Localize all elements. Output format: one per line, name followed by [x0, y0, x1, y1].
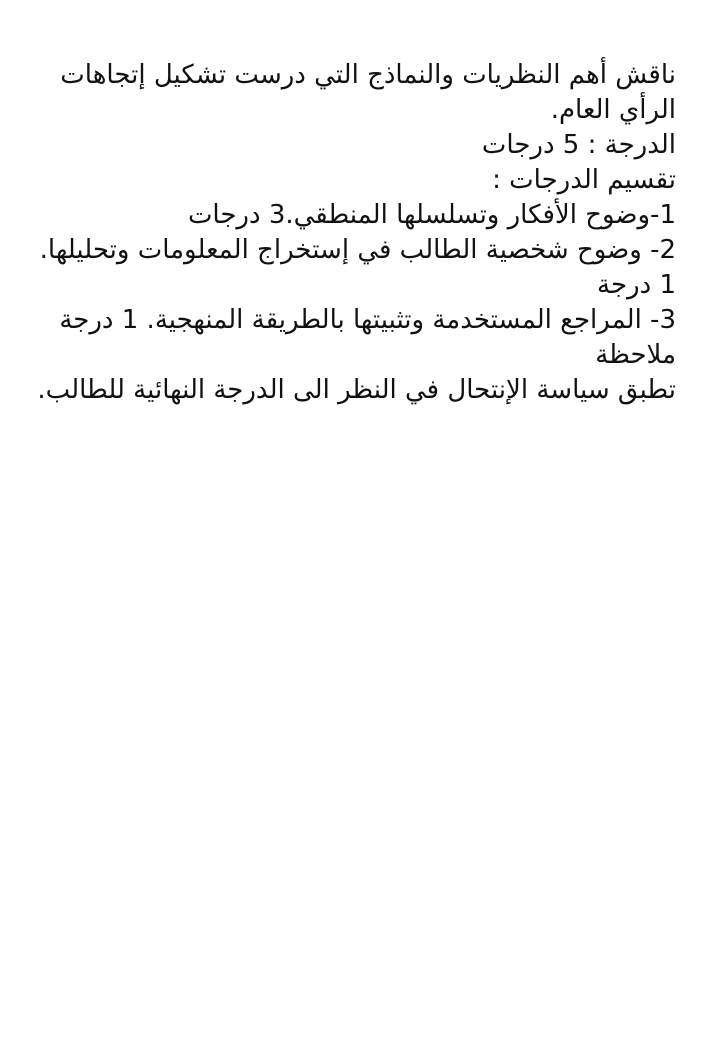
note-text: تطبق سياسة الإنتحال في النظر الى الدرجة النهائية للطالب.: [37, 375, 676, 405]
criterion-item: 3- المراجع المستخدمة وتثبيتها بالطريقة المنهجية. 1 درجة: [59, 305, 676, 335]
question-text: ناقش أهم النظريات والنماذج التي درست تشكيل إتجاهات الرأي العام.: [60, 60, 676, 125]
document-body: [36, 58, 676, 408]
note-heading: ملاحظة: [595, 340, 676, 370]
total-grade: الدرجة : 5 درجات: [481, 130, 676, 160]
criterion-item: 1-وضوح الأفكار وتسلسلها المنطقي.3 درجات: [187, 200, 676, 230]
breakdown-heading: تقسيم الدرجات :: [492, 165, 676, 195]
criterion-item: 2- وضوح شخصية الطالب في إستخراج المعلومات وتحليلها. 1 درجة: [39, 235, 676, 300]
